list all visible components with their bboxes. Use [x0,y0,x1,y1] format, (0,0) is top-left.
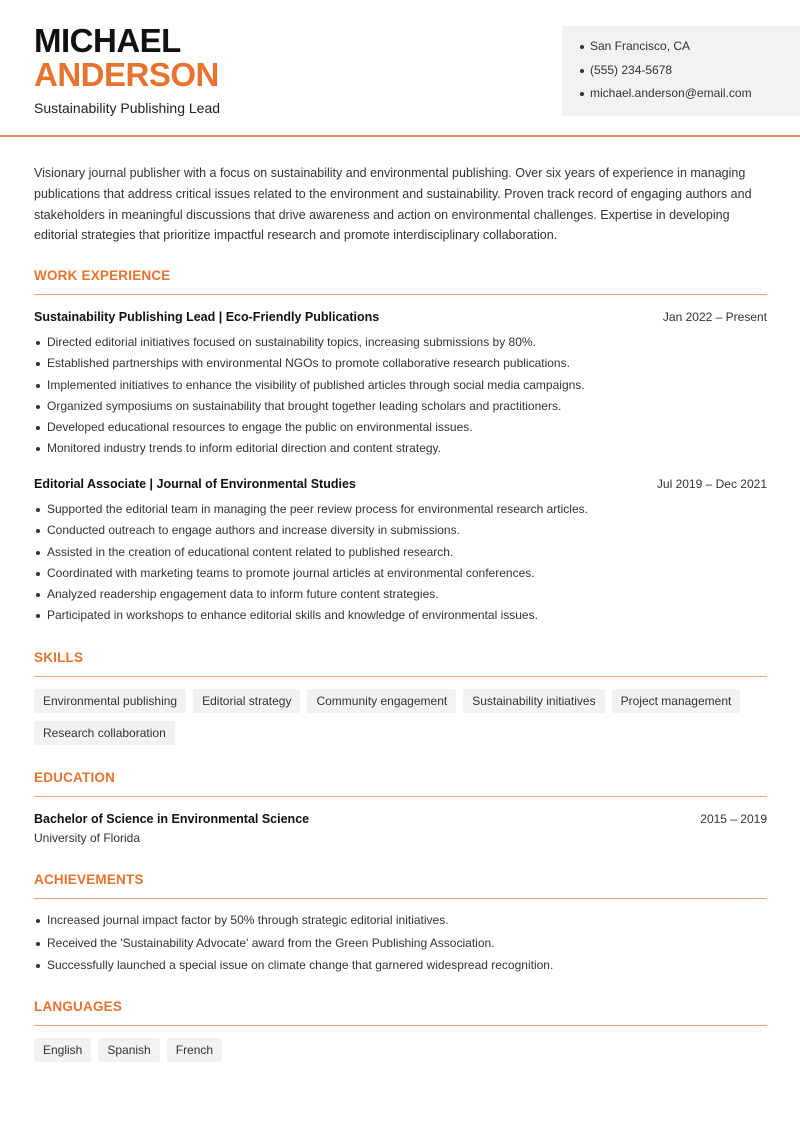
list-item: Coordinated with marketing teams to promote journal articles at environmental conferences. [34,563,774,584]
list-item: Monitored industry trends to inform editorial direction and content strategy. [34,438,774,459]
list-item: Received the 'Sustainability Advocate' award from the Green Publishing Association. [34,933,774,956]
contact-phone: (555) 234-5678 [580,59,800,83]
list-item: Directed editorial initiatives focused on sustainability topics, increasing submissions by 80%. [34,332,774,353]
job-header [34,310,767,324]
list-item: Successfully launched a special issue on climate change that garnered widespread recognition. [34,955,774,978]
section-title-work: WORK EXPERIENCE [34,268,171,283]
skill-chip: Project management [612,689,741,713]
achievement-bullets [34,910,774,978]
skill-chip: Environmental publishing [34,689,186,713]
education-header [34,812,767,826]
list-item: Developed educational resources to engage the public on environmental issues. [34,417,774,438]
list-item: Organized symposiums on sustainability that brought together leading scholars and practitioners. [34,396,774,417]
education-years: 2015 – 2019 [700,812,767,826]
job-bullets [34,332,774,460]
skill-chip: Editorial strategy [193,689,300,713]
degree: Bachelor of Science in Environmental Science [34,812,310,826]
language-chips [34,1038,774,1062]
section-divider [34,1025,767,1026]
list-item: Participated in workshops to enhance editorial skills and knowledge of environmental issues. [34,605,774,626]
job-dates: Jan 2022 – Present [662,310,767,324]
resume-header [0,0,800,137]
language-chip: English [34,1038,91,1062]
first-name: MICHAEL [34,22,181,59]
skill-chip: Sustainability initiatives [463,689,604,713]
list-item: Implemented initiatives to enhance the visibility of published articles through social media campaigns. [34,375,774,396]
job-dates: Jul 2019 – Dec 2021 [656,477,767,491]
list-item: Established partnerships with environmental NGOs to promote collaborative research publications. [34,353,774,374]
list-item: Increased journal impact factor by 50% through strategic editorial initiatives. [34,910,774,933]
candidate-name [34,24,219,91]
job-title: Sustainability Publishing Lead [34,100,221,116]
section-title-skills: SKILLS [34,650,84,665]
contact-email[interactable]: michael.anderson@email.com [580,82,800,106]
section-title-achievements: ACHIEVEMENTS [34,872,144,887]
section-divider [34,294,767,295]
contact-location: San Francisco, CA [580,35,800,59]
summary-text: Visionary journal publisher with a focus on sustainability and environmental publishing. Over six years of experience in managing publications that address critical issues related to the environment and sustainability. Proven track record of engaging authors and stakeholders in meaningful discussions that drive awareness and action on environmental challenges. Expertise in developing editorial strategies that prioritize impactful research and promote interdisciplinary collaboration. [34,166,752,243]
skill-chip: Research collaboration [34,721,175,745]
skills-chips [34,689,774,745]
last-name: ANDERSON [34,56,219,93]
language-chip: French [167,1038,222,1062]
list-item: Supported the editorial team in managing the peer review process for environmental research articles. [34,499,774,520]
job-header [34,477,767,491]
list-item: Analyzed readership engagement data to inform future content strategies. [34,584,774,605]
section-divider [34,676,767,677]
language-chip: Spanish [98,1038,159,1062]
skill-chip: Community engagement [307,689,456,713]
school-name: University of Florida [34,831,141,845]
section-divider [34,898,767,899]
job-bullets [34,499,774,627]
section-title-languages: LANGUAGES [34,999,123,1014]
contact-box [562,26,800,116]
job-role: Sustainability Publishing Lead | Eco-Friendly Publications [34,310,380,324]
list-item: Assisted in the creation of educational content related to published research. [34,542,774,563]
section-title-education: EDUCATION [34,770,116,785]
job-role: Editorial Associate | Journal of Environmental Studies [34,477,356,491]
list-item: Conducted outreach to engage authors and increase diversity in submissions. [34,520,774,541]
section-divider [34,796,767,797]
